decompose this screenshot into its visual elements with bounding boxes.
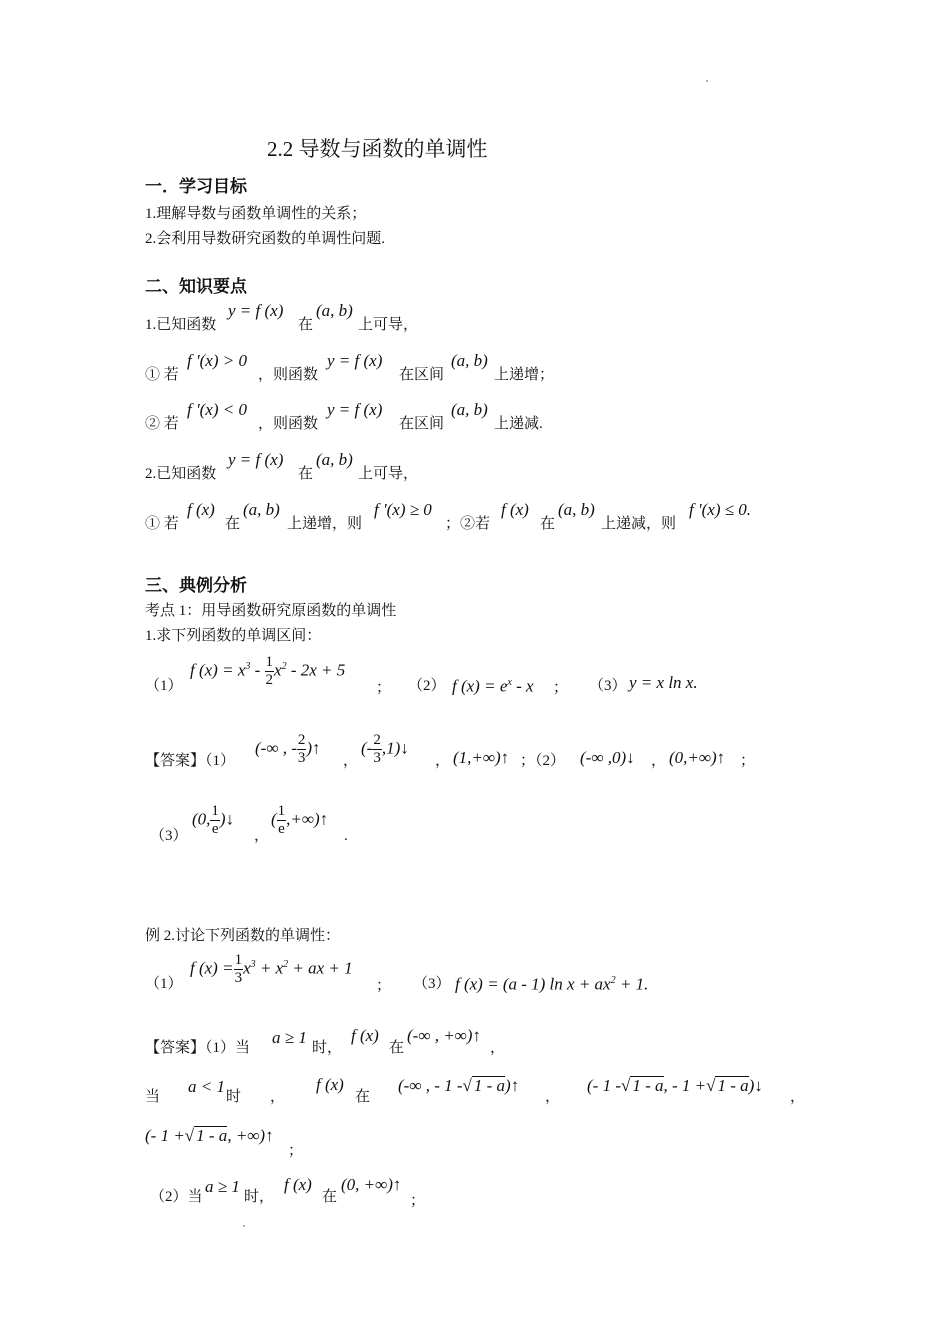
label: （1） — [145, 976, 183, 992]
exp: 3 — [250, 958, 256, 970]
goal-item-1: 1.理解导数与函数单调性的关系； — [145, 206, 367, 222]
exp: x — [507, 677, 512, 688]
denominator: e — [211, 821, 219, 837]
text: (0, — [192, 809, 211, 829]
text: 在 — [389, 1040, 405, 1056]
text: ,+∞)↑ — [286, 809, 329, 829]
text: 在区间 — [399, 367, 445, 383]
interval — [255, 732, 321, 767]
exp: 2 — [281, 660, 287, 672]
text: 时， — [244, 1189, 275, 1205]
text: 时 — [226, 1089, 242, 1105]
denominator: 3 — [297, 750, 306, 766]
example-2: 例 2.讨论下列函数的单调性： — [145, 928, 341, 944]
formula: f '(x) > 0 — [187, 351, 247, 370]
formula: y = f (x) — [228, 450, 284, 469]
text: (- — [361, 738, 373, 758]
numerator: 1 — [211, 803, 219, 819]
formula: f (x) — [284, 1175, 312, 1194]
interval: (- 1 -√ 1 - a, - 1 +√ 1 - a)↓ — [587, 1076, 763, 1095]
interval: (1,+∞)↑ — [453, 748, 510, 767]
text: f (x) = x — [190, 660, 246, 680]
text: 1.已知函数 — [145, 317, 217, 333]
fraction — [277, 803, 287, 838]
formula: y = f (x) — [327, 351, 383, 370]
formula: f (x) — [501, 500, 529, 519]
fraction — [297, 732, 307, 767]
text: ，则函数 — [258, 416, 319, 432]
denominator: 2 — [265, 672, 274, 688]
text: ， — [343, 753, 359, 769]
formula: f '(x) < 0 — [187, 400, 247, 419]
text: 在 — [355, 1089, 371, 1105]
exp: 3 — [245, 660, 251, 672]
text: ， — [435, 753, 451, 769]
text: )↓ — [219, 809, 235, 829]
label: （1） — [145, 678, 183, 694]
label: （3） — [150, 828, 188, 844]
text: 在 — [298, 317, 314, 333]
text: ； — [288, 1143, 304, 1159]
interval: (-∞ ,0)↓ — [580, 748, 635, 767]
exp: 2 — [283, 958, 289, 970]
formula: y = f (x) — [228, 301, 284, 320]
label: （3） — [589, 678, 627, 694]
text: ，则函数 — [258, 367, 319, 383]
interval — [271, 803, 328, 838]
text: ， — [545, 1089, 561, 1105]
bottom-mark — [243, 1225, 245, 1227]
interval: (-∞ , +∞)↑ — [407, 1026, 481, 1045]
denominator: e — [278, 821, 285, 837]
text: - 2x + 5 — [286, 660, 346, 680]
formula — [452, 674, 534, 696]
text: + ax + 1 — [288, 958, 353, 978]
page-title: 2.2 导数与函数的单调性 — [267, 137, 488, 161]
text: ； — [553, 680, 569, 696]
text: - x — [511, 676, 534, 696]
formula — [190, 654, 345, 689]
formula: y = f (x) — [327, 400, 383, 419]
radicand: 1 - a — [196, 1126, 228, 1145]
text: ， — [651, 753, 667, 769]
interval: (a, b) — [451, 351, 488, 370]
text: )↓ — [748, 1076, 763, 1095]
radicand: 1 - a — [717, 1076, 749, 1095]
text: ；（2） — [520, 753, 566, 769]
numerator: 1 — [265, 654, 274, 670]
numerator: 2 — [297, 732, 306, 748]
text: - — [250, 660, 265, 680]
formula: f '(x) ≤ 0. — [689, 500, 752, 519]
text: ① 若 — [145, 367, 179, 383]
text: 上可导， — [358, 466, 419, 482]
denominator: 3 — [373, 750, 381, 766]
text: 在 — [298, 466, 314, 482]
numerator: 2 — [373, 732, 381, 748]
text: )↑ — [505, 1076, 520, 1095]
interval — [192, 803, 234, 838]
section-heading-goals: 一．学习目标 — [145, 177, 247, 196]
text: ； — [410, 1193, 426, 1209]
interval: (a, b) — [451, 400, 488, 419]
corner-mark — [706, 80, 708, 82]
fraction — [210, 803, 220, 838]
text: ② 若 — [145, 416, 179, 432]
text: ； — [740, 753, 756, 769]
text: ， — [790, 1089, 806, 1105]
text: x — [243, 958, 251, 978]
numerator: 1 — [277, 803, 286, 819]
text: ， — [270, 1089, 286, 1105]
interval: (a, b) — [558, 500, 595, 519]
radicand: 1 - a — [632, 1076, 664, 1095]
text: 上可导， — [358, 317, 419, 333]
interval: (a, b) — [316, 301, 353, 320]
formula: y = x ln x. — [629, 673, 698, 692]
interval: (a, b) — [243, 500, 280, 519]
exp: 2 — [610, 975, 616, 986]
interval — [361, 732, 409, 767]
numerator: 1 — [234, 952, 243, 968]
interval: (- 1 +√ 1 - a, +∞)↑ — [145, 1126, 274, 1145]
text: ( — [271, 809, 277, 829]
formula: f (x) — [316, 1075, 344, 1094]
text: 时， — [312, 1040, 343, 1056]
formula: f '(x) ≥ 0 — [374, 500, 432, 519]
text: f (x) = — [190, 958, 234, 978]
goal-item-2: 2.会利用导数研究函数的单调性问题. — [145, 231, 386, 247]
text: , +∞)↑ — [227, 1126, 274, 1145]
label: （3） — [413, 976, 451, 992]
formula — [455, 972, 648, 994]
label: （2） — [408, 678, 446, 694]
formula: f (x) — [187, 500, 215, 519]
text: (- 1 - — [587, 1076, 621, 1095]
text: + x — [255, 958, 284, 978]
text: . — [344, 828, 348, 844]
section-heading-examples: 三、典例分析 — [145, 576, 247, 595]
kaodian-1: 考点 1：用导函数研究原函数的单调性 — [145, 603, 397, 619]
text: (-∞ , - — [255, 738, 297, 758]
text: 在区间 — [399, 416, 445, 432]
interval: (0,+∞)↑ — [669, 748, 726, 767]
section-heading-key-points: 二、知识要点 — [145, 277, 247, 296]
text: 上递增，则 — [287, 516, 363, 532]
formula — [190, 952, 353, 987]
text: x — [274, 660, 282, 680]
text: (-∞ , - 1 - — [398, 1076, 463, 1095]
text: f (x) = (a - 1) ln x + ax — [455, 974, 611, 994]
answer-label: 【答案】（1）当 — [145, 1040, 251, 1056]
fraction — [372, 732, 382, 767]
text: ； — [376, 978, 392, 994]
text: 在 — [322, 1189, 338, 1205]
text: 2.已知函数 — [145, 466, 217, 482]
formula: a < 1 — [188, 1077, 225, 1096]
text: ， — [490, 1040, 506, 1056]
text: 上递减，则 — [601, 516, 677, 532]
question-1: 1.求下列函数的单调区间： — [145, 628, 322, 644]
fraction — [234, 952, 244, 987]
label: （2）当 — [150, 1189, 203, 1205]
formula: a ≥ 1 — [205, 1177, 240, 1196]
interval: (0, +∞)↑ — [341, 1175, 402, 1194]
text: 当 — [145, 1089, 161, 1105]
text: f (x) = e — [452, 676, 508, 696]
answer-label: 【答案】（1） — [145, 753, 236, 769]
text: ① 若 — [145, 516, 179, 532]
text: , - 1 + — [663, 1076, 707, 1095]
text: ；②若 — [445, 516, 491, 532]
fraction — [265, 654, 275, 689]
text: )↑ — [306, 738, 321, 758]
radicand: 1 - a — [473, 1076, 506, 1095]
interval: (a, b) — [316, 450, 353, 469]
text: 在 — [540, 516, 556, 532]
text: 上递减. — [494, 416, 543, 432]
text: ； — [376, 680, 392, 696]
formula: a ≥ 1 — [272, 1028, 307, 1047]
text: ， — [254, 828, 270, 844]
text: 上递增； — [494, 367, 555, 383]
text: + 1. — [615, 974, 649, 994]
text: 在 — [225, 516, 241, 532]
denominator: 3 — [234, 970, 243, 986]
text: ,1)↓ — [381, 738, 409, 758]
interval: (-∞ , - 1 -√ 1 - a)↑ — [398, 1076, 520, 1095]
text: (- 1 + — [145, 1126, 185, 1145]
formula: f (x) — [351, 1026, 379, 1045]
